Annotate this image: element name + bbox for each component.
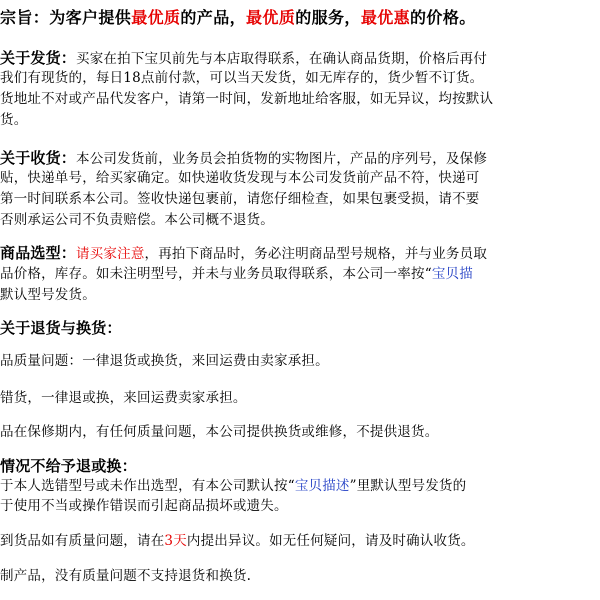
model-text: ，再拍下商品时，务必注明商品型号规格，并与业务员取 <box>144 246 488 262</box>
mission-text: 的价格。 <box>410 8 476 27</box>
item-description-link[interactable]: 宝贝描 <box>431 266 473 282</box>
no-return-text: 到货品如有质量问题，请在 <box>0 533 165 549</box>
shipping-line-4: 货。 <box>0 112 28 128</box>
receiving-line-1 <box>0 148 487 169</box>
no-return-heading: 情况不给予退或换： <box>0 457 137 475</box>
mission-text: 的产品， <box>180 8 247 27</box>
mission-statement <box>0 8 476 28</box>
model-text: 品价格，库存。如未注明型号，并未与业务员取得联系，本公司一率按“ <box>0 266 432 282</box>
receiving-text: 本公司发货前，业务员会拍货物的实物图片，产品的序列号，及保修 <box>76 151 488 167</box>
no-return-text: 于本人选错型号或未作出选型，有本公司默认按“ <box>0 478 295 494</box>
no-return-text: 内提出异议。如无任何疑问，请及时确认收货。 <box>186 533 475 549</box>
model-line-3: 默认型号发货。 <box>0 287 96 303</box>
shipping-text: 买家在拍下宝贝前先与本店取得联系，在确认商品货期，价格后再付 <box>76 51 488 67</box>
receiving-heading: 关于收货： <box>0 149 77 167</box>
no-return-text: ”里默认型号发货的 <box>349 478 467 494</box>
returns-heading: 关于退货与换货： <box>0 319 122 337</box>
model-line-1 <box>0 243 487 264</box>
highlight-best-price: 最优惠 <box>360 8 411 27</box>
buyer-notice: 请买家注意 <box>76 246 145 262</box>
model-heading: 商品选型： <box>0 244 77 262</box>
item-description-link[interactable]: 宝贝描述 <box>294 478 350 494</box>
highlight-best-quality: 最优质 <box>131 8 181 27</box>
no-return-line-2: 于使用不当或操作错误而引起商品损坏或遗失。 <box>0 498 288 514</box>
model-line-2 <box>0 264 473 284</box>
highlight-best-service: 最优质 <box>246 8 296 27</box>
mission-text: 宗旨：为客户提供 <box>0 8 132 27</box>
no-return-line-1 <box>0 476 466 496</box>
three-days-highlight: 3天 <box>164 533 187 549</box>
returns-item-1: 品质量问题：一律退货或换货，来回运费由卖家承担。 <box>0 353 329 369</box>
receiving-line-4: 否则承运公司不负责赔偿。本公司概不退货。 <box>0 212 274 228</box>
mission-text: 的服务， <box>295 8 361 27</box>
returns-item-2: 错货，一律退或换，来回运费卖家承担。 <box>0 390 247 406</box>
no-return-line-3 <box>0 531 475 551</box>
shipping-line-2: 我们有现货的，每日18点前付款，可以当天发货，如无库存的，货少暂不订货。 <box>0 70 484 86</box>
shipping-heading: 关于发货： <box>0 49 77 67</box>
shipping-line-1 <box>0 48 487 69</box>
receiving-line-3: 第一时间联系本公司。签收快递包裹前，请您仔细检查，如果包裹受损，请不要 <box>0 191 480 207</box>
shipping-line-3: 货地址不对或产品代发客户，请第一时间，发新地址给客服，如无异议，均按默认 <box>0 91 494 107</box>
no-return-line-4: 制产品，没有质量问题不支持退货和换货. <box>0 568 252 584</box>
returns-item-3: 品在保修期内，有任何质量问题，本公司提供换货或维修，不提供退货。 <box>0 424 439 440</box>
receiving-line-2: 贴，快递单号，给买家确定。如快递收货发现与本公司发货前产品不符，快递可 <box>0 170 480 186</box>
